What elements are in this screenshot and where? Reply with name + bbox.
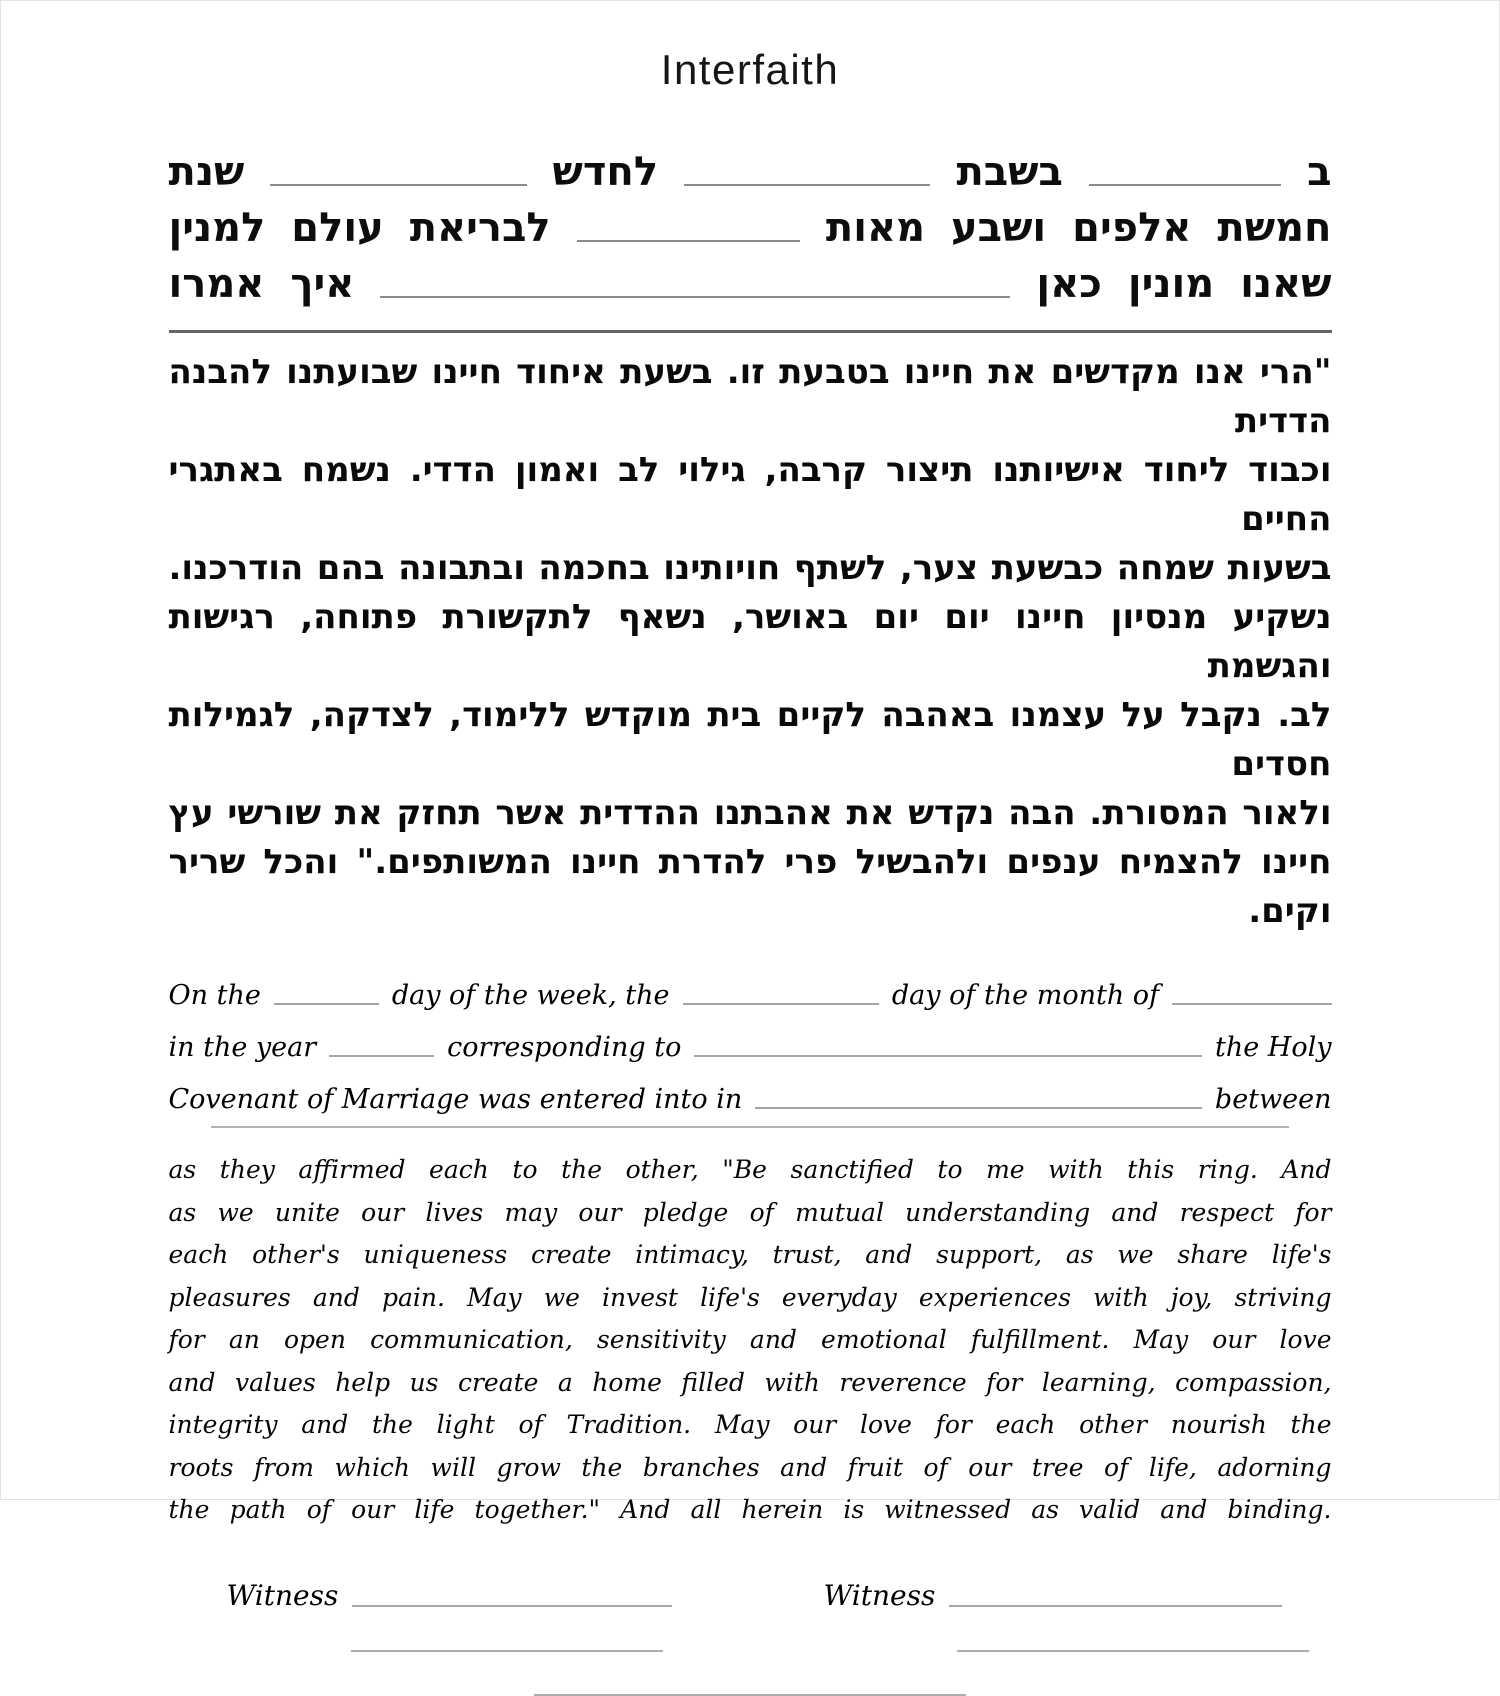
en-blank-year [329, 1055, 434, 1057]
english-form-text: between [1214, 1084, 1332, 1115]
witness-left-group [226, 1578, 672, 1614]
hebrew-word: אמרו [168, 261, 265, 307]
english-paragraph-line: roots from which will grow the branches and fruit of our tree of life, adorning [168, 1452, 1332, 1482]
en-blank-month [1172, 1003, 1331, 1005]
english-date-line-2 [169, 1014, 1332, 1066]
english-paragraph-line: as we unite our lives may our pledge of mutual understanding and respect for [168, 1197, 1332, 1227]
en-blank-place [755, 1107, 1202, 1109]
english-paragraph-line: as they affirmed each to the other, "Be sanctified to me with this ring. And [168, 1155, 1332, 1184]
witness-signature-line-2 [949, 1605, 1281, 1607]
en-blank-day-of-month [683, 1003, 879, 1005]
hebrew-word: איך [290, 261, 355, 307]
he-blank-month [270, 184, 526, 186]
hebrew-word: חמשת [1217, 205, 1332, 251]
witness-second-lines-row [169, 1650, 1332, 1652]
english-form-text: corresponding to [447, 1032, 682, 1063]
witness-labels-row [169, 1578, 1332, 1614]
hebrew-word: לבריאת [409, 205, 551, 251]
witness-left-label: Witness [226, 1578, 339, 1612]
hebrew-date-line-1 [169, 142, 1332, 198]
english-text-paragraph [169, 1149, 1332, 1532]
he-blank-year [577, 240, 800, 242]
hebrew-word: ושבע [951, 205, 1047, 251]
he-blank-day-of-month [684, 184, 930, 186]
english-paragraph-line: the path of our life together." And all herein is witnessed as valid and binding. [168, 1495, 1332, 1524]
english-form-text: On the [168, 980, 261, 1011]
hebrew-paragraph-line: נשקיע מנסיון חיינו יום יום באושר, נשאף לתקשורת פתוחה, רגישות והגשמת [168, 597, 1332, 686]
witness-signature-line-1 [352, 1605, 671, 1607]
hebrew-word: שנת [168, 149, 245, 195]
english-date-line-1 [169, 962, 1332, 1014]
english-paragraph-line: integrity and the light of Tradition. May our love for each other nourish the [168, 1410, 1332, 1439]
english-paragraph-line: pleasures and pain. May we invest life's everyday experiences with joy, striving [168, 1282, 1332, 1312]
hebrew-word: ב [1307, 149, 1332, 195]
hebrew-word: מונין [1127, 261, 1215, 307]
english-form-text: Covenant of Marriage was entered into in [168, 1084, 743, 1115]
hebrew-paragraph-line: ולאור המסורת. הבה נקדש את אהבתנו ההדדית אשר תחזק את שורשי עץ [168, 793, 1332, 833]
blank-couple-names [211, 1126, 1289, 1128]
english-form-text: day of the month of [891, 980, 1160, 1011]
english-date-line-3 [169, 1066, 1332, 1118]
officiant-line-row [169, 1694, 1332, 1696]
witness-right-label: Witness [823, 1578, 936, 1612]
witness-extra-line-2 [957, 1650, 1309, 1652]
hebrew-date-section [169, 142, 1332, 310]
witness-right-group [823, 1578, 1282, 1614]
hebrew-word: בשבת [956, 149, 1063, 195]
hebrew-text-paragraph [169, 348, 1332, 936]
english-form-text: the Holy [1215, 1032, 1332, 1063]
english-form-text: in the year [168, 1032, 317, 1063]
hebrew-paragraph-line: וכבוד ליחוד אישיותנו תיצור קרבה, גילוי לב ואמון הדדי. נשמח באתגרי החיים [168, 450, 1332, 539]
english-date-section [169, 962, 1332, 1118]
page-title: Interfaith [660, 46, 840, 93]
en-blank-corresponding-date [694, 1055, 1202, 1057]
hebrew-word: כאן [1036, 261, 1102, 307]
hebrew-word: למנין [168, 205, 266, 251]
hebrew-paragraph-line: בשעות שמחה כבשעת צער, לשתף חויותינו בחכמה ובתבונה בהם הודרכנו. [168, 548, 1332, 588]
english-paragraph-line: for an open communication, sensitivity and emotional fulfillment. May our love [168, 1325, 1332, 1354]
en-blank-day-of-week [274, 1003, 379, 1005]
hebrew-paragraph-line: "הרי אנו מקדשים את חיינו בטבעת זו. בשעת איחוד חיינו שבועתנו להבנה הדדית [168, 352, 1332, 441]
witness-section [169, 1578, 1332, 1696]
witness-extra-line-1 [351, 1650, 663, 1652]
english-paragraph-line: and values help us create a home filled with reverence for learning, compassion, [168, 1367, 1332, 1397]
hebrew-word: מאות [825, 205, 926, 251]
hebrew-paragraph-line: לב. נקבל על עצמנו באהבה לקיים בית מוקדש ללימוד, לצדקה, לגמילות חסדים [168, 695, 1332, 784]
separator-rule [169, 330, 1332, 333]
hebrew-word: לחדש [552, 149, 659, 195]
hebrew-date-line-3 [169, 254, 1332, 310]
he-blank-day-of-week [1089, 184, 1281, 186]
hebrew-word: עולם [291, 205, 384, 251]
officiant-signature-line [534, 1694, 966, 1696]
hebrew-date-line-2 [169, 198, 1332, 254]
english-paragraph-line: each other's uniqueness create intimacy, trust, and support, as we share life's [168, 1240, 1332, 1269]
he-blank-place [380, 296, 1010, 298]
hebrew-word: אלפים [1072, 205, 1192, 251]
english-form-text: day of the week, the [391, 980, 670, 1011]
hebrew-word: שאנו [1240, 261, 1332, 307]
hebrew-paragraph-line: חיינו להצמיח ענפים ולהבשיל פרי להדרת חיינו המשותפים." והכל שריר וקים. [168, 842, 1332, 931]
